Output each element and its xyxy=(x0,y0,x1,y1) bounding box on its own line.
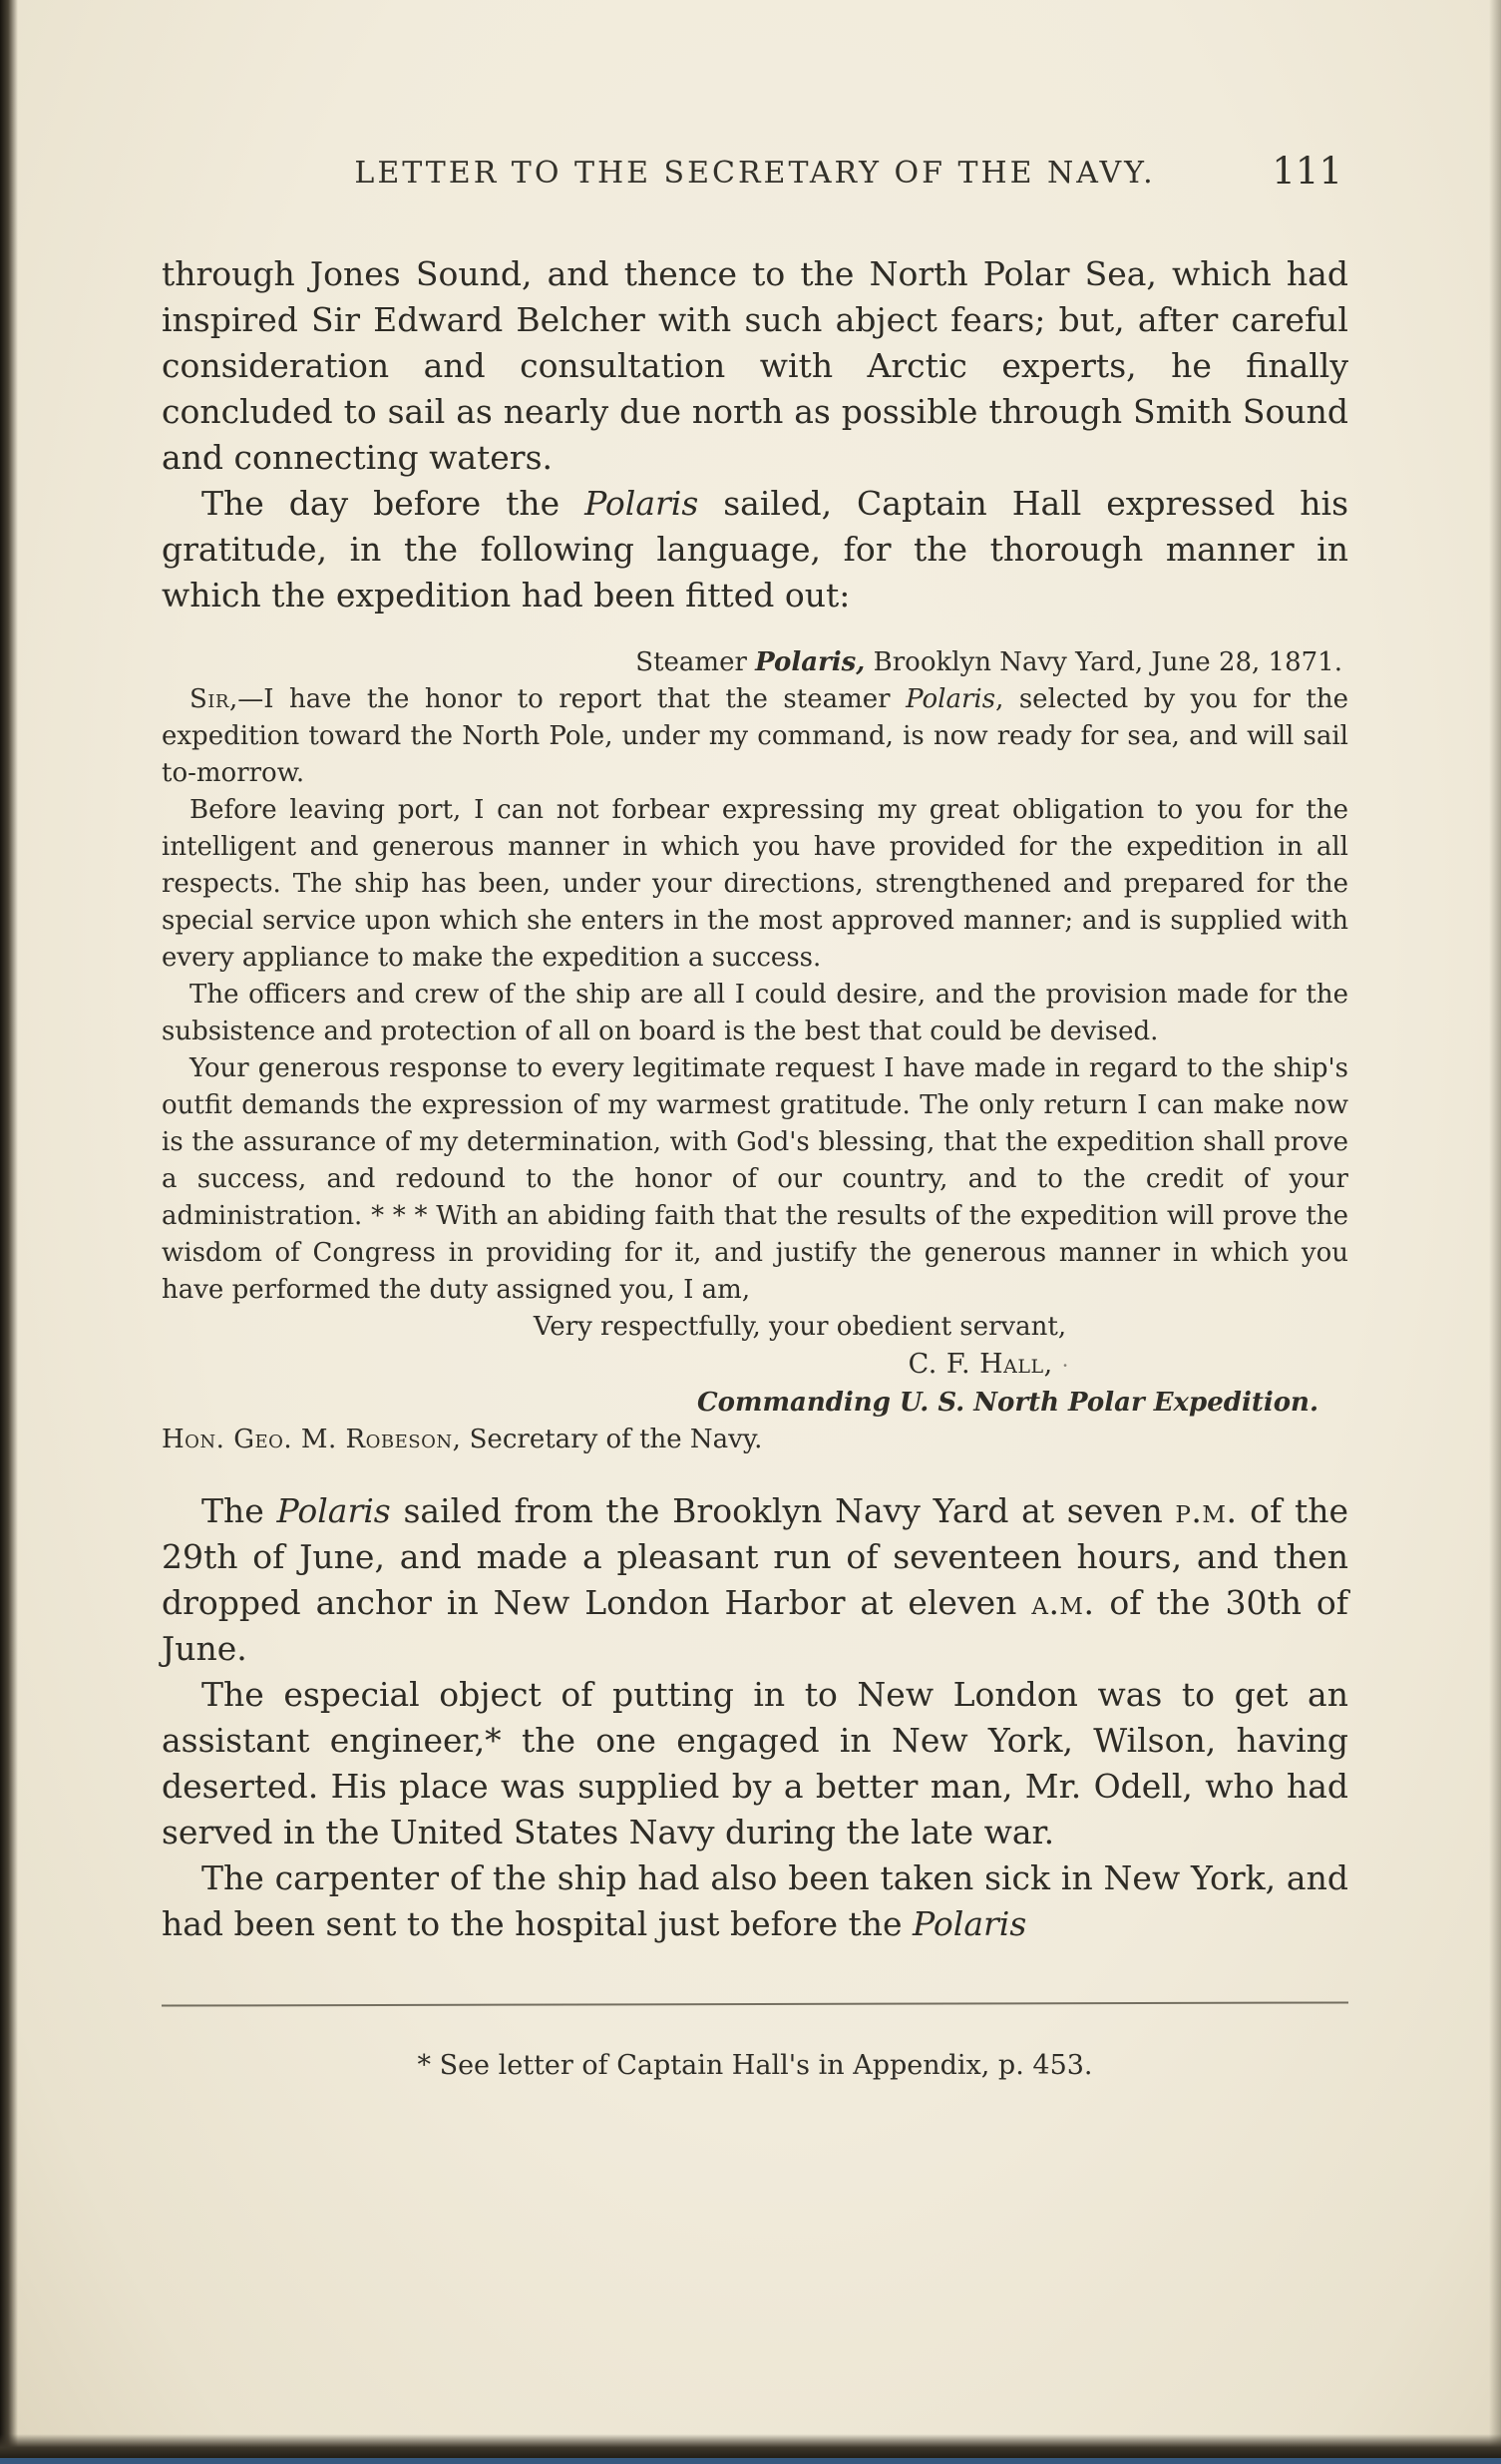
text-segment: a.m. xyxy=(1031,1583,1095,1622)
text-segment: Polaris xyxy=(276,1491,391,1530)
letter-paragraph xyxy=(162,681,1348,792)
text-segment: Polaris xyxy=(906,684,996,714)
footnote-text: * See letter of Captain Hall's in Appendix, p. 453. xyxy=(417,2050,1093,2081)
text-segment: Commanding U. S. North Polar Expedition. xyxy=(696,1388,1318,1418)
text-segment: The officers and crew of the ship are all I could desire, and the provision made for the subsistence and protection of all on board is the best that could be devised. xyxy=(162,980,1348,1046)
paragraph xyxy=(162,1855,1348,1947)
paragraph xyxy=(162,1488,1348,1672)
paragraph xyxy=(162,251,1348,481)
text-segment: The xyxy=(201,1491,277,1530)
text-segment: of the 29th of June, and made a pleasant run of seventeen hours, and then dropped anchor in New London Harbor at eleven xyxy=(162,1491,1348,1622)
text-segment: Polaris xyxy=(584,484,699,523)
letter-paragraph xyxy=(162,1050,1348,1309)
scan-edge-right xyxy=(1489,0,1501,2464)
text-segment: sailed, Captain Hall expressed his gratitude, in the following language, for the thorough manner in which the expedition had been fitted out: xyxy=(162,484,1349,615)
text-segment: Sir xyxy=(189,684,229,714)
paragraph xyxy=(162,481,1348,618)
text-segment: Before leaving port, I can not forbear expressing my great obligation to you for the intelligent and generous manner in which you have provided for the expedition in all respects. The ship has been, under your directions, strengthened and prepared for the special service upon which she enters in the most approved manner; and is supplied with every appliance to make the expedition a success. xyxy=(162,795,1348,973)
quoted-letter xyxy=(162,644,1348,1458)
footnote-area xyxy=(162,2003,1348,2084)
page-number: 111 xyxy=(1272,150,1342,193)
page-content xyxy=(162,150,1348,2084)
letter-closing: Very respectfully, your obedient servant, xyxy=(533,1312,1067,1342)
letter-signature xyxy=(162,1346,1348,1385)
letter-paragraph xyxy=(162,792,1348,977)
text-segment: The especial object of putting in to New London was to get an assistant engineer,* the one engaged in New York, Wilson, having deserted. His place was supplied by a better man, Mr. Odell, who had served in the United States Navy during the late war. xyxy=(162,1675,1348,1851)
letter-paragraph xyxy=(162,977,1348,1050)
text-segment: p.m. xyxy=(1175,1491,1238,1530)
text-segment: Polaris xyxy=(913,1904,1027,1943)
text-segment: The day before the xyxy=(201,484,585,523)
text-segment: through Jones Sound, and thence to the North Polar Sea, which had inspired Sir Edward Belcher with such abject fears; but, after careful consideration and consultation with Arctic experts, he finally concluded to sail as nearly due north as possible through Smith Sound and connecting waters. xyxy=(162,254,1348,477)
scan-edge-left xyxy=(0,0,18,2464)
text-segment: sailed from the Brooklyn Navy Yard at seven xyxy=(390,1491,1176,1530)
body-text xyxy=(162,251,1348,618)
text-segment: Brooklyn Navy Yard, June 28, 1871. xyxy=(865,647,1342,677)
page-header xyxy=(162,150,1348,211)
body-text-continued xyxy=(162,1488,1348,1947)
text-segment: Steamer xyxy=(635,647,756,677)
letter-signature-title xyxy=(162,1385,1348,1422)
text-segment: of the 30th of June. xyxy=(162,1583,1348,1668)
letter-dateline xyxy=(162,644,1348,681)
text-segment: C. F. Hall, xyxy=(908,1349,1053,1380)
text-segment: , selected by you for the expedition toward the North Pole, under my command, is now ready for sea, and will sail to-morrow. xyxy=(162,684,1348,788)
text-segment: Polaris, xyxy=(755,647,866,677)
letter-addressee xyxy=(162,1422,1348,1458)
running-head: LETTER TO THE SECRETARY OF THE NAVY. xyxy=(354,156,1156,191)
footnote-rule xyxy=(162,2001,1348,2006)
text-segment: Hon. Geo. M. Robeson, xyxy=(162,1425,462,1454)
text-segment: Secretary of the Navy. xyxy=(461,1425,763,1454)
text-segment: The carpenter of the ship had also been taken sick in New York, and had been sent to the hospital just before the xyxy=(162,1858,1348,1943)
paragraph xyxy=(162,1672,1348,1855)
text-segment: ,—I have the honor to report that the steamer xyxy=(228,684,907,714)
scan-edge-bottom-line xyxy=(0,2458,1501,2464)
text-segment: · xyxy=(1052,1354,1071,1379)
text-segment: Your generous response to every legitimate request I have made in regard to the ship's outfit demands the expression of my warmest gratitude. The only return I can make now is the assurance of my determination, with God's blessing, that the expedition shall prove a success, and redound to the honor of our country, and to the credit of your administration. * * * With an abiding faith that the results of the expedition will prove the wisdom of Congress in providing for it, and justify the generous manner in which you have performed the duty assigned you, I am, xyxy=(162,1053,1348,1305)
